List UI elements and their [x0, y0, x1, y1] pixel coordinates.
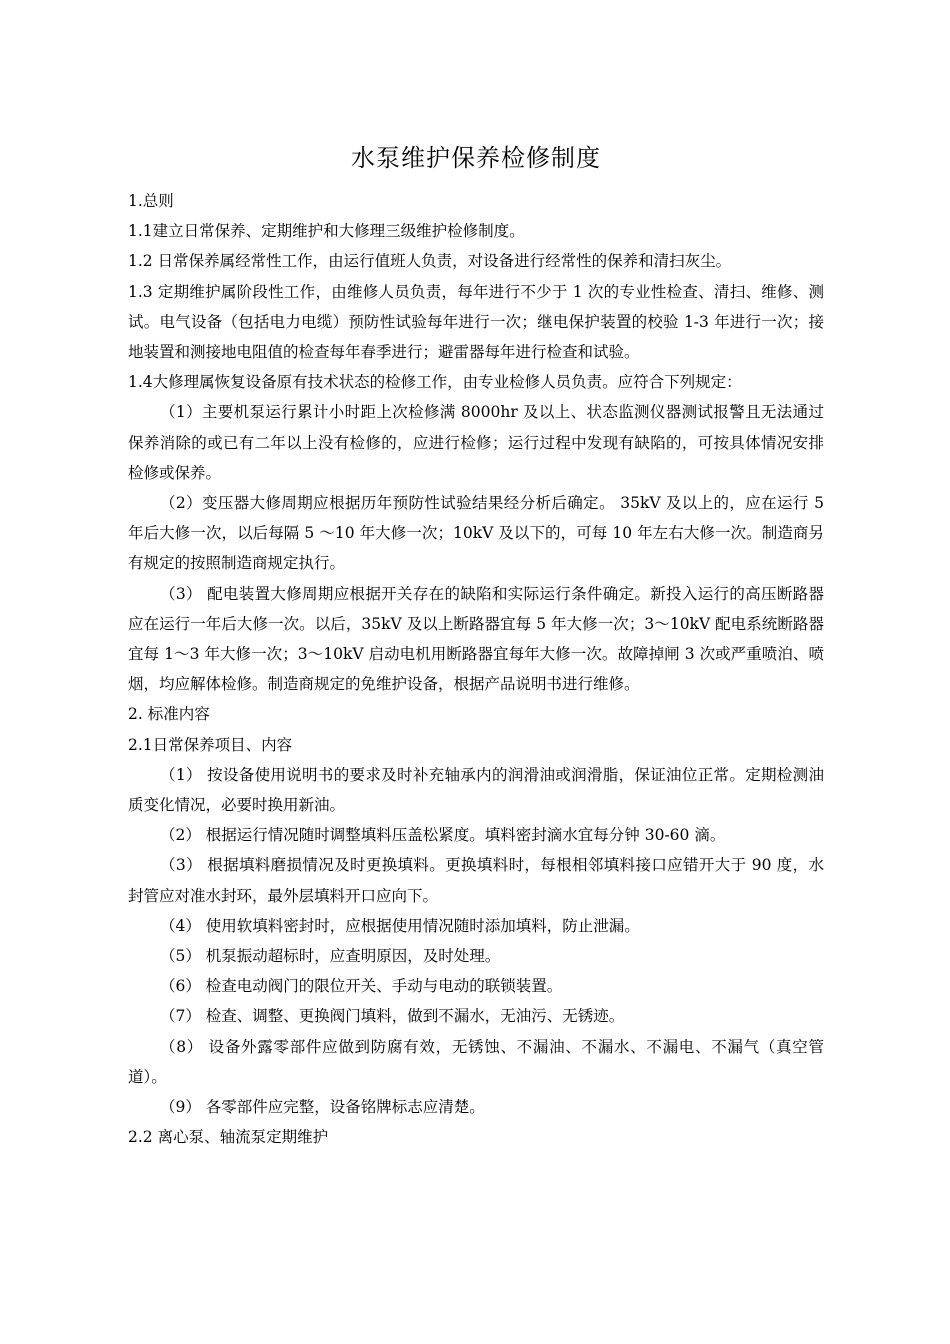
paragraph: （3） 根据填料磨损情况及时更换填料。更换填料时，每根相邻填料接口应错开大于 90 度，水封管应对准水封环，最外层填料开口应向下。	[128, 856, 824, 905]
paragraph: 2.1日常保养项目、内容	[128, 735, 293, 754]
paragraph: 2. 标准内容	[128, 705, 210, 724]
paragraph: 1.4大修理属恢复设备原有技术状态的检修工作，由专业检修人员负责。应符合下列规定：	[128, 373, 742, 392]
paragraph: 1.3 定期维护属阶段性工作，由维修人员负责，每年进行不少于 1 次的专业性检查、清扫、维修、测试。电气设备（包括电力电缆）预防性试验每年进行一次；继电保护装置的校验 1-3 年进行一次；接地装置和测接地电阻值的检查每年春季进行；避雷器每年进行检查和试验。	[128, 282, 824, 362]
paragraph: 1.1建立日常保养、定期维护和大修理三级维护检修制度。	[128, 222, 525, 241]
document-title: 水泵维护保养检修制度	[351, 144, 601, 172]
paragraph: （7） 检查、调整、更换阀门填料，做到不漏水，无油污、无锈迹。	[160, 1007, 625, 1026]
paragraph: （4） 使用软填料密封时，应根据使用情况随时添加填料，防止泄漏。	[160, 916, 640, 935]
paragraph: 1.总则	[128, 192, 174, 210]
paragraph: （9） 各零部件应完整，设备铭牌标志应清楚。	[160, 1098, 485, 1117]
paragraph: 1.2 日常保养属经常性工作，由运行值班人负责，对设备进行经常性的保养和清扫灰尘。	[128, 252, 732, 271]
paragraph: （2） 根据运行情况随时调整填料压盖松紧度。填料密封滴水宜每分钟 30-60 滴。	[160, 826, 726, 845]
document-body	[128, 186, 824, 1153]
paragraph: （5） 机泵振动超标时，应查明原因，及时处理。	[160, 947, 501, 966]
paragraph: （2）变压器大修周期应根据历年预防性试验结果经分析后确定。 35kV 及以上的，应在运行 5 年后大修一次，以后每隔 5 ～10 年大修一次；10kV 及以下的，可每 10 年左右大修一次。制造商另有规定的按照制造商规定执行。	[128, 494, 824, 573]
paragraph: （3） 配电装置大修周期应根据开关存在的缺陷和实际运行条件确定。新投入运行的高压断路器应在运行一年后大修一次。以后，35kV 及以上断路器宜每 5 年大修一次；3～10kV 配电系统断路器宜每 1～3 年大修一次；3～10kV 启动电机用断路器宜每年大修一次。故障掉闸 3 次或严重喷泊、喷烟，均应解体检修。制造商规定的免维护设备，根据产品说明书进行维修。	[128, 584, 824, 694]
document-page	[128, 140, 824, 1153]
paragraph: 2.2 离心泵、轴流泵定期维护	[128, 1128, 329, 1147]
paragraph: （6） 检查电动阀门的限位开关、手动与电动的联锁装置。	[160, 977, 563, 996]
paragraph: （8） 设备外露零部件应做到防腐有效，无锈蚀、不漏油、不漏水、不漏电、不漏气（真空管道）。	[128, 1037, 824, 1086]
paragraph: （1）主要机泵运行累计小时距上次检修满 8000hr 及以上、状态监测仪器测试报警且无法通过保养消除的或已有二年以上没有检修的，应进行检修；运行过程中发现有缺陷的，可按具体情况安排检修或保养。	[128, 403, 824, 482]
paragraph: （1） 按设备使用说明书的要求及时补充轴承内的润滑油或润滑脂，保证油位正常。定期检测油质变化情况，必要时换用新油。	[128, 765, 824, 815]
